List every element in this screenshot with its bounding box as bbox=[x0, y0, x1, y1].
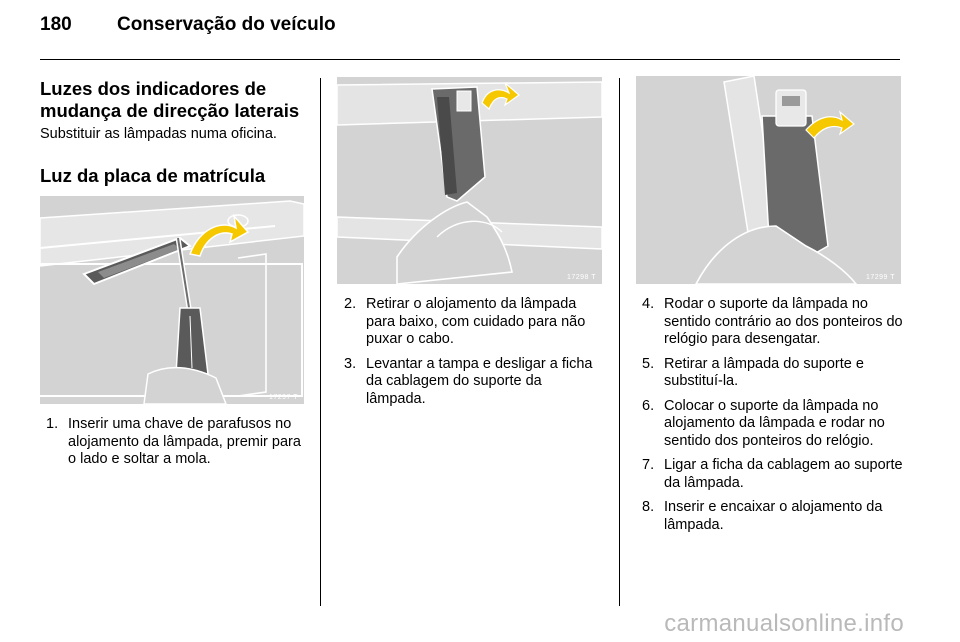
figure-code: 17297 T bbox=[268, 394, 298, 401]
page-number: 180 bbox=[40, 14, 72, 35]
step-text: Inserir e encaixar o alojamento da lâmpada. bbox=[664, 499, 883, 533]
step-number: 8. bbox=[642, 499, 655, 515]
watermark-text: carmanualsonline.info bbox=[664, 610, 904, 637]
step-text: Ligar a ficha da cablagem ao suporte da lâmpada. bbox=[664, 457, 903, 491]
steps-list-right bbox=[642, 296, 904, 541]
figure-code: 17299 T bbox=[865, 274, 895, 281]
step-text: Rodar o suporte da lâmpada no sentido contrário ao dos ponteiros do relógio para desengatar. bbox=[664, 296, 903, 347]
step-item-1 bbox=[46, 416, 304, 469]
steps-list-left bbox=[46, 416, 304, 476]
step-number: 4. bbox=[642, 296, 655, 312]
page-title: Conservação do veículo bbox=[117, 14, 336, 35]
lamp-housing-illustration bbox=[337, 77, 602, 284]
intro-paragraph: Substituir as lâmpadas numa oficina. bbox=[40, 126, 277, 142]
bulb-holder-illustration bbox=[636, 76, 901, 284]
heading-line-2: mudança de direcção laterais bbox=[40, 100, 300, 121]
step-text: Retirar o alojamento da lâmpada para baixo, com cuidado para não puxar o cabo. bbox=[366, 296, 586, 347]
step-item-8 bbox=[642, 499, 904, 534]
step-number: 1. bbox=[46, 416, 59, 432]
step-item-5 bbox=[642, 356, 904, 391]
column-divider-left bbox=[320, 78, 321, 606]
step-number: 3. bbox=[344, 355, 357, 372]
step-item-4 bbox=[642, 296, 904, 349]
figure-bulb-holder bbox=[636, 76, 901, 284]
step-item-7 bbox=[642, 457, 904, 492]
step-number: 2. bbox=[344, 296, 357, 312]
step-text: Retirar a lâmpada do suporte e substituí-la. bbox=[664, 355, 864, 389]
heading-line-1: Luzes dos indicadores de bbox=[40, 78, 267, 99]
section-heading-plate-light: Luz da placa de matrícula bbox=[40, 165, 266, 186]
licence-plate-illustration bbox=[40, 196, 304, 404]
section-heading-side-indicators bbox=[40, 78, 299, 122]
steps-list-middle bbox=[344, 296, 604, 415]
step-item-2 bbox=[344, 296, 604, 349]
step-item-3 bbox=[344, 356, 604, 409]
step-item-6 bbox=[642, 398, 904, 451]
column-divider-right bbox=[619, 78, 620, 606]
figure-code: 17298 T bbox=[566, 274, 596, 281]
step-text: Colocar o suporte da lâmpada no alojamento da lâmpada e rodar no sentido dos ponteiros do relógio. bbox=[664, 397, 885, 449]
figure-lamp-housing bbox=[337, 77, 602, 284]
step-number: 7. bbox=[642, 457, 655, 473]
step-number: 6. bbox=[642, 397, 655, 414]
figure-licence-plate-light bbox=[40, 196, 304, 404]
step-text: Levantar a tampa e desligar a ficha da cablagem do suporte da lâmpada. bbox=[366, 355, 593, 407]
step-text: Inserir uma chave de parafusos no alojamento da lâmpada, premir para o lado e soltar a mola. bbox=[68, 416, 301, 467]
step-number: 5. bbox=[642, 355, 655, 372]
header-divider bbox=[40, 59, 900, 60]
